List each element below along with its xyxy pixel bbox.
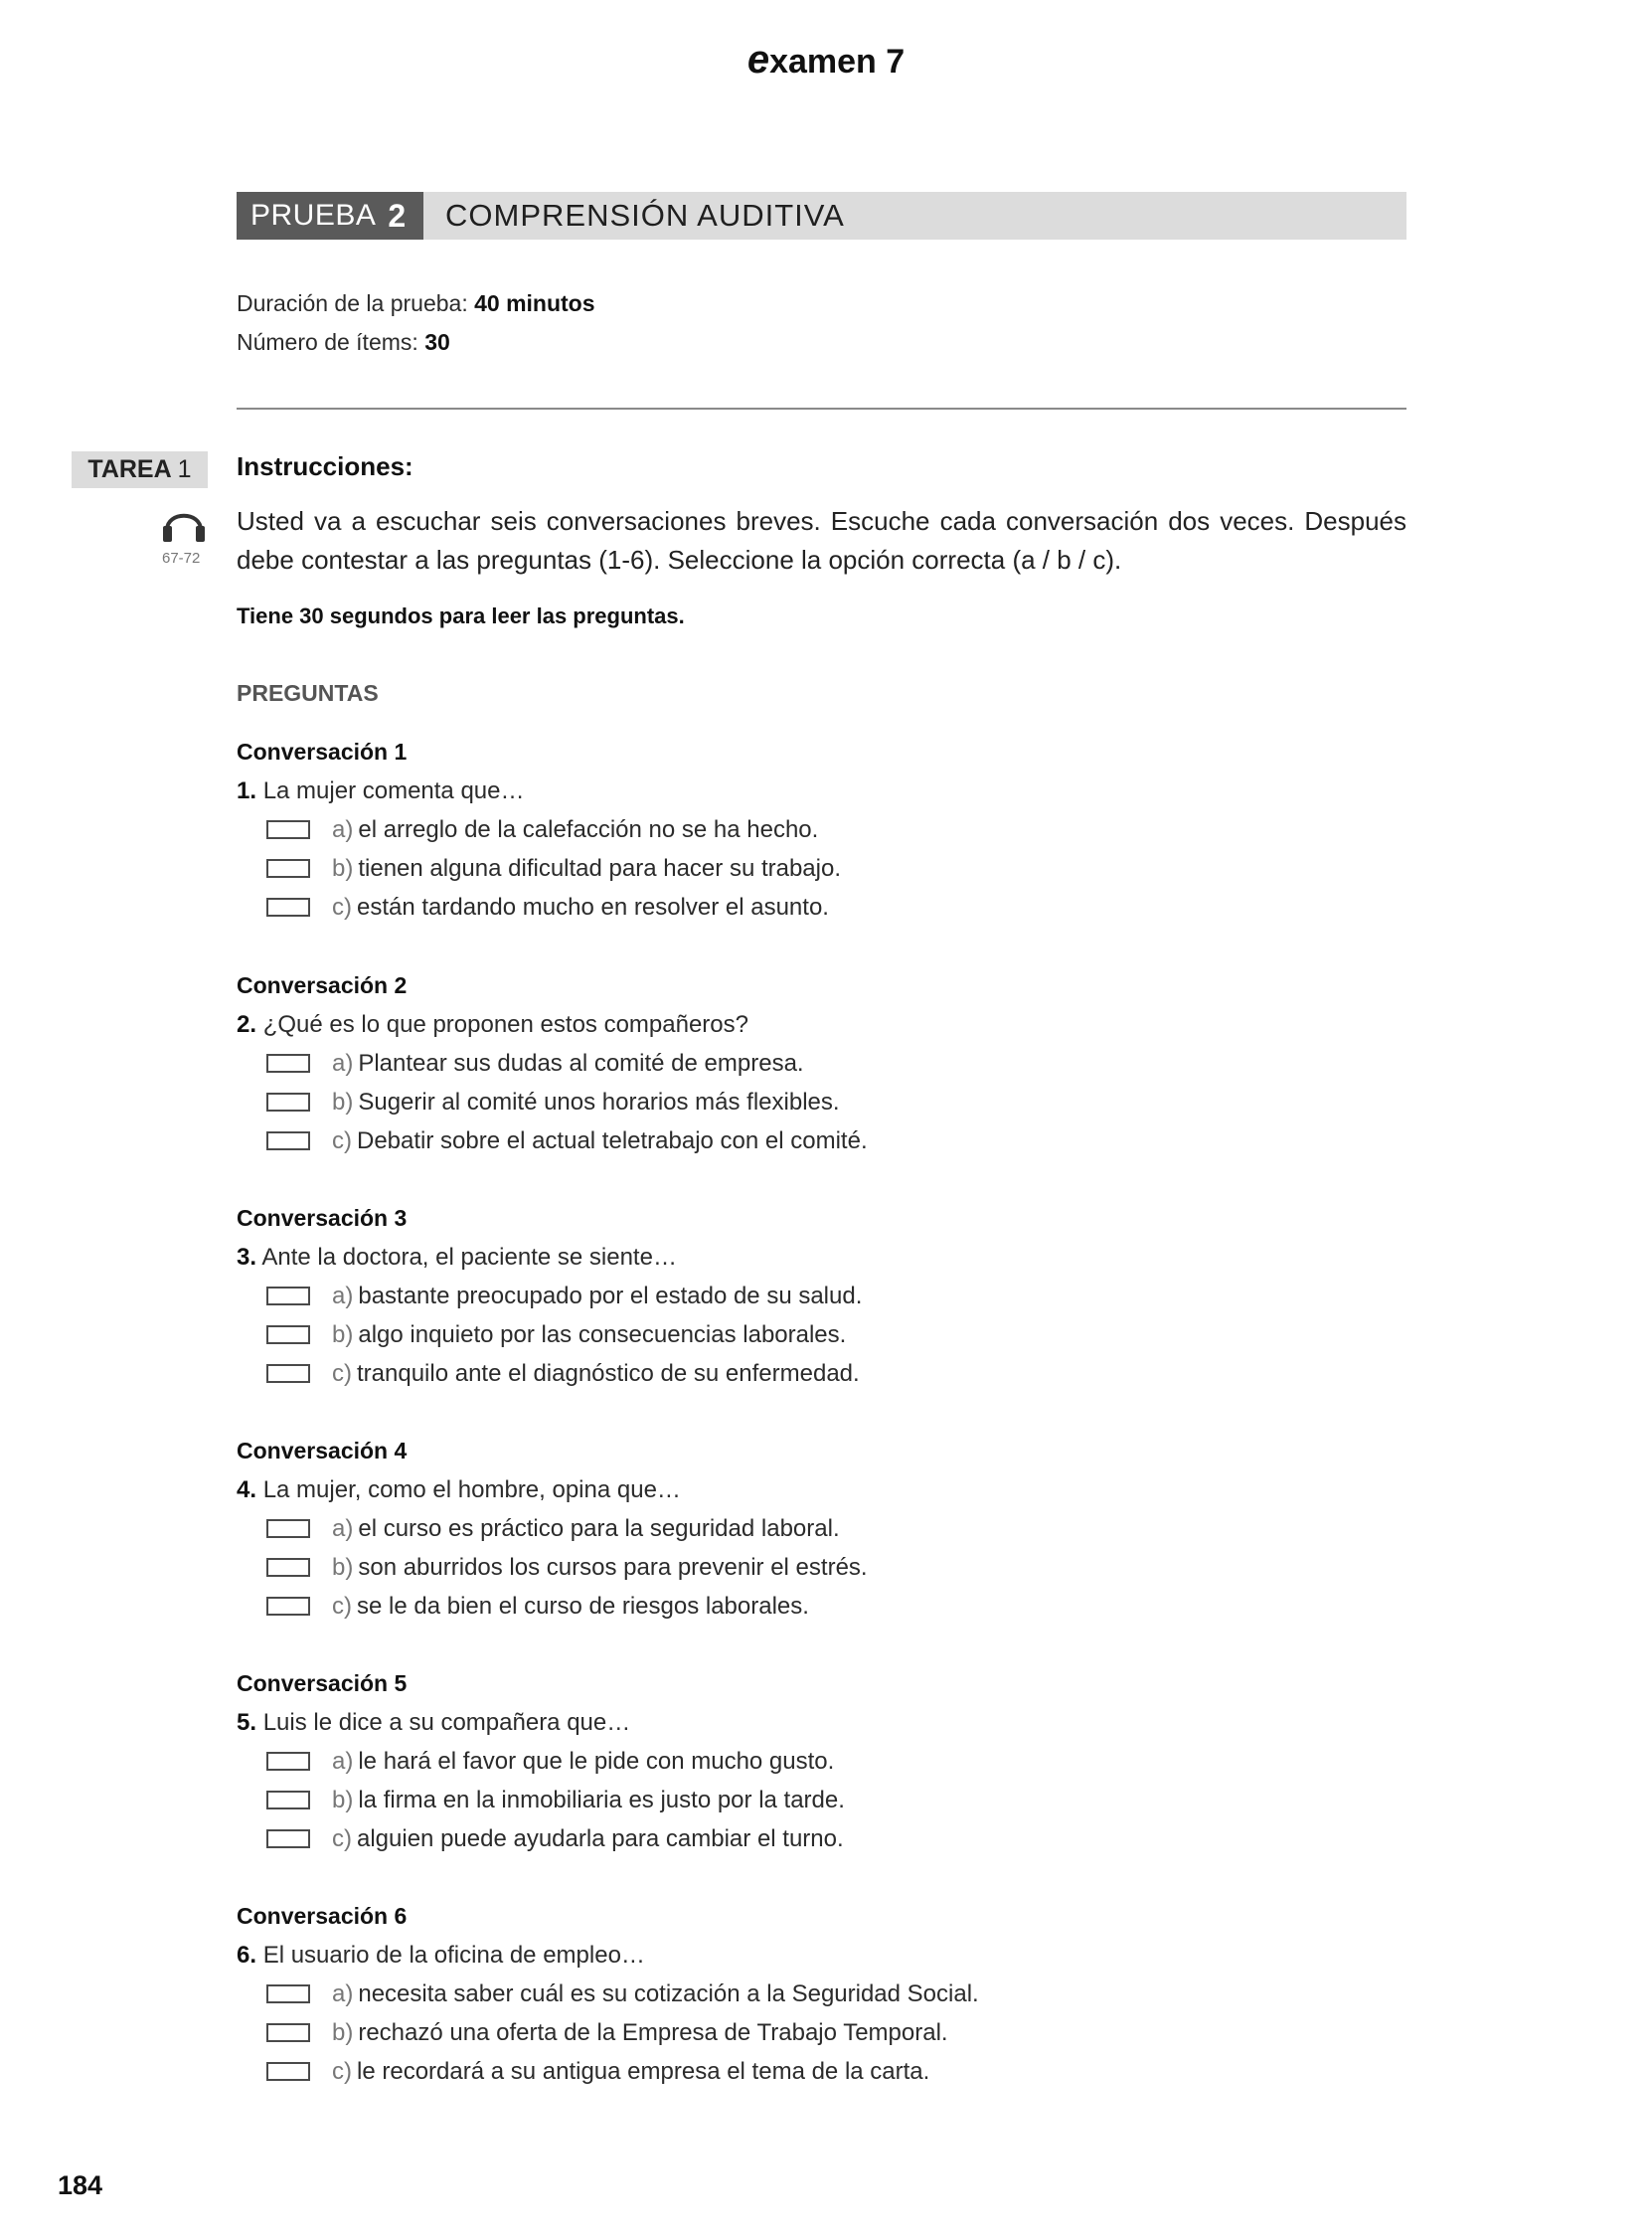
option-letter: c) [332,1360,352,1387]
option-letter: a) [332,816,354,843]
option-text: le recordará a su antigua empresa el tema de la carta. [357,2058,930,2085]
answer-option[interactable] [237,1819,1406,1858]
conversation-title: Conversación 3 [237,1205,408,1231]
question [237,1936,1406,1975]
audio-track-label: 67-72 [162,550,201,567]
section-name: COMPRENSIÓN AUDITIVA [445,198,845,233]
question-text: Ante la doctora, el paciente se siente… [261,1244,677,1271]
instructions-title: Instrucciones: [237,451,413,481]
answer-option[interactable] [237,1587,1406,1626]
answer-checkbox[interactable] [266,898,310,917]
option-letter: a) [332,1050,354,1077]
answer-option[interactable] [237,1975,1406,2013]
option-text: Debatir sobre el actual teletrabajo con el comité. [357,1127,868,1154]
exam-title-rest: xamen 7 [769,43,906,81]
option-letter: b) [332,855,354,882]
option-letter: a) [332,1748,354,1775]
question-text: La mujer, como el hombre, opina que… [262,1476,681,1503]
option-text: tienen alguna dificultad para hacer su trabajo. [358,855,842,882]
prueba-number: 2 [388,197,407,234]
question [237,1238,1406,1277]
answer-option[interactable] [237,2013,1406,2052]
answer-option[interactable] [237,888,1406,927]
prueba-label: PRUEBA [250,199,377,232]
conversation-block [237,1432,1406,1626]
conversation-block [237,733,1406,927]
answer-option[interactable] [237,1121,1406,1160]
question-number: 2. [237,1011,257,1038]
answer-option[interactable] [237,1781,1406,1819]
option-text: bastante preocupado por el estado de su salud. [358,1283,863,1309]
conversation-title: Conversación 2 [237,972,408,998]
answer-option[interactable] [237,1548,1406,1587]
answer-option[interactable] [237,810,1406,849]
conversation-block [237,966,1406,1160]
conversation-title: Conversación 1 [237,739,408,765]
answer-checkbox[interactable] [266,1287,310,1305]
answer-checkbox[interactable] [266,1791,310,1809]
answer-option[interactable] [237,1742,1406,1781]
answer-checkbox[interactable] [266,1984,310,2003]
duration-value: 40 minutos [474,290,595,316]
option-text: rechazó una oferta de la Empresa de Trabajo Temporal. [358,2019,948,2046]
headphones-icon [159,502,209,544]
option-letter: c) [332,1825,352,1852]
duration-label: Duración de la prueba: [237,290,468,316]
answer-option[interactable] [237,1354,1406,1393]
question [237,772,1406,810]
tarea-number: 1 [177,455,192,483]
question-text: ¿Qué es lo que proponen estos compañeros? [262,1011,748,1038]
option-text: se le da bien el curso de riesgos laborales. [357,1593,809,1620]
answer-checkbox[interactable] [266,859,310,878]
answer-checkbox[interactable] [266,1597,310,1616]
answer-option[interactable] [237,1509,1406,1548]
answer-option[interactable] [237,849,1406,888]
items-label: Número de ítems: [237,329,418,355]
answer-option[interactable] [237,1083,1406,1121]
conversation-title: Conversación 5 [237,1670,408,1696]
exam-title-initial: e [746,38,770,82]
answer-checkbox[interactable] [266,2062,310,2081]
question [237,1005,1406,1044]
conversation-title: Conversación 6 [237,1903,408,1929]
answer-checkbox[interactable] [266,2023,310,2042]
answer-checkbox[interactable] [266,820,310,839]
tarea-tab [72,451,208,488]
answer-checkbox[interactable] [266,1054,310,1073]
tarea-label: TAREA [87,455,172,483]
conversation-block [237,1199,1406,1393]
option-letter: b) [332,2019,354,2046]
conversation-block [237,1897,1406,2091]
instructions-text: Usted va a escuchar seis conversaciones breves. Escuche cada conversación dos veces. Después debe contestar a las preguntas (1-6). Seleccione la opción correcta (a / b / c). [237,506,1406,575]
option-text: la firma en la inmobiliaria es justo por la tarde. [358,1787,845,1813]
question-number: 6. [237,1942,257,1969]
question [237,1470,1406,1509]
preguntas-heading: PREGUNTAS [237,680,379,706]
option-text: son aburridos los cursos para prevenir el estrés. [358,1554,868,1581]
option-text: necesita saber cuál es su cotización a la Seguridad Social. [358,1980,979,2007]
question-number: 5. [237,1709,257,1736]
option-letter: c) [332,1127,352,1154]
option-text: Sugerir al comité unos horarios más flexibles. [358,1089,840,1116]
duration-line [237,290,595,317]
option-letter: b) [332,1787,354,1813]
question [237,1703,1406,1742]
prueba-badge [237,192,423,240]
option-letter: b) [332,1321,354,1348]
answer-checkbox[interactable] [266,1752,310,1771]
section-divider [237,408,1406,410]
option-text: el curso es práctico para la seguridad laboral. [358,1515,840,1542]
option-letter: a) [332,1515,354,1542]
question-number: 1. [237,777,257,804]
option-text: algo inquieto por las consecuencias laborales. [358,1321,847,1348]
section-header-bar [237,192,1406,240]
items-value: 30 [424,329,450,355]
answer-option[interactable] [237,1277,1406,1315]
option-letter: c) [332,894,352,921]
answer-option[interactable] [237,2052,1406,2091]
option-letter: a) [332,1980,354,2007]
conversation-block [237,1664,1406,1858]
question-number: 4. [237,1476,257,1503]
option-letter: b) [332,1089,354,1116]
option-text: le hará el favor que le pide con mucho gusto. [358,1748,835,1775]
instructions-note: Tiene 30 segundos para leer las preguntas. [237,603,685,628]
answer-checkbox[interactable] [266,1519,310,1538]
option-letter: a) [332,1283,354,1309]
answer-option[interactable] [237,1315,1406,1354]
answer-checkbox[interactable] [266,1131,310,1150]
question-text: Luis le dice a su compañera que… [262,1709,631,1736]
option-text: tranquilo ante el diagnóstico de su enfermedad. [357,1360,860,1387]
answer-option[interactable] [237,1044,1406,1083]
answer-checkbox[interactable] [266,1829,310,1848]
answer-checkbox[interactable] [266,1364,310,1383]
items-line [237,329,450,356]
option-text: alguien puede ayudarla para cambiar el turno. [357,1825,844,1852]
option-text: el arreglo de la calefacción no se ha hecho. [358,816,819,843]
question-text: El usuario de la oficina de empleo… [262,1942,645,1969]
option-text: Plantear sus dudas al comité de empresa. [358,1050,804,1077]
answer-checkbox[interactable] [266,1325,310,1344]
option-letter: c) [332,1593,352,1620]
page-number: 184 [58,2170,103,2200]
question-number: 3. [237,1244,257,1271]
answer-checkbox[interactable] [266,1093,310,1112]
answer-checkbox[interactable] [266,1558,310,1577]
exam-title [0,38,1652,83]
question-text: La mujer comenta que… [262,777,525,804]
option-letter: b) [332,1554,354,1581]
option-text: están tardando mucho en resolver el asunto. [357,894,829,921]
option-letter: c) [332,2058,352,2085]
conversation-title: Conversación 4 [237,1438,408,1463]
